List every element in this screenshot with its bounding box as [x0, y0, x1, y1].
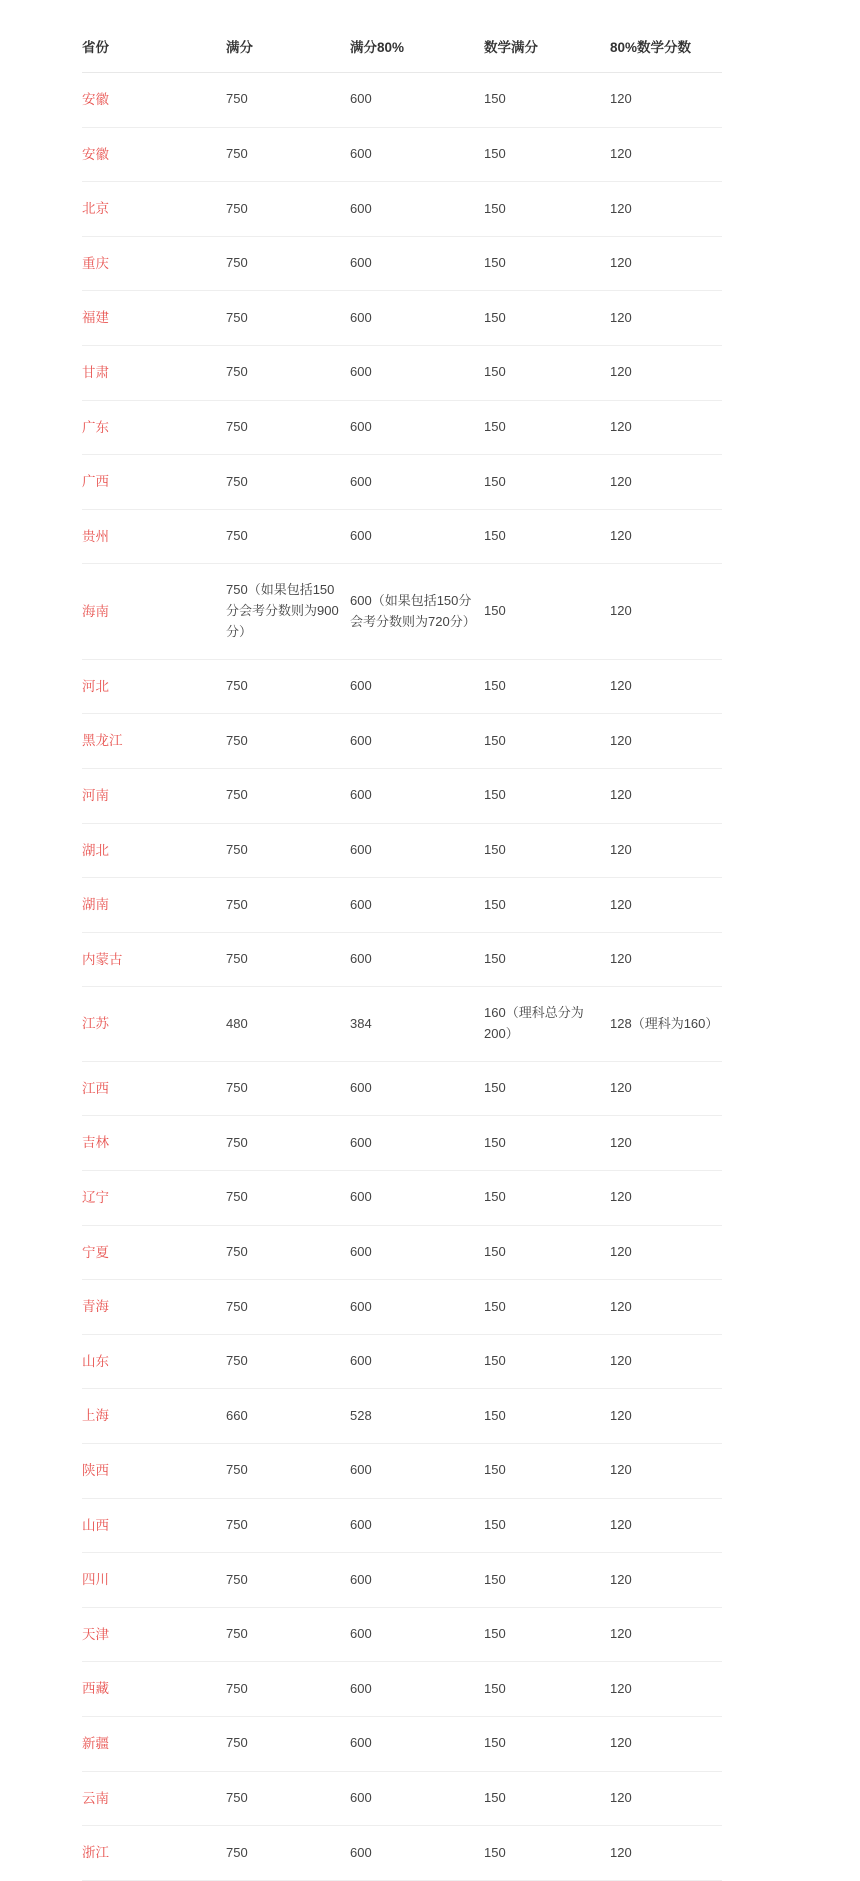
cell-province: 贵州 — [82, 509, 226, 564]
table-row — [82, 823, 722, 878]
cell-math-full: 150 — [484, 1061, 610, 1116]
cell-full-score: 750 — [226, 1662, 350, 1717]
cell-math-full: 150 — [484, 291, 610, 346]
cell-math-80: 120 — [610, 1389, 722, 1444]
cell-full-score: 750 — [226, 127, 350, 182]
cell-math-full: 150 — [484, 1498, 610, 1553]
cell-math-80: 120 — [610, 1061, 722, 1116]
cell-math-full: 150 — [484, 1334, 610, 1389]
cell-province: 福建 — [82, 291, 226, 346]
cell-full-score-80: 600 — [350, 932, 484, 987]
cell-math-full: 150 — [484, 1225, 610, 1280]
cell-math-full: 150 — [484, 182, 610, 237]
cell-province: 陕西 — [82, 1444, 226, 1499]
cell-province: 云南 — [82, 1771, 226, 1826]
table-row — [82, 1280, 722, 1335]
cell-math-full: 150 — [484, 127, 610, 182]
cell-province: 江苏 — [82, 987, 226, 1062]
cell-math-full: 150 — [484, 1444, 610, 1499]
cell-math-full: 150 — [484, 73, 610, 128]
cell-full-score: 660 — [226, 1389, 350, 1444]
cell-province: 甘肃 — [82, 345, 226, 400]
cell-province: 黑龙江 — [82, 714, 226, 769]
cell-full-score-80: 528 — [350, 1389, 484, 1444]
cell-province: 湖南 — [82, 878, 226, 933]
cell-math-full: 150 — [484, 1116, 610, 1171]
table-row — [82, 127, 722, 182]
cell-math-full: 150 — [484, 932, 610, 987]
table-row — [82, 1717, 722, 1772]
cell-full-score: 750 — [226, 1444, 350, 1499]
cell-math-80: 120 — [610, 714, 722, 769]
cell-province: 重庆 — [82, 236, 226, 291]
table-row — [82, 455, 722, 510]
cell-math-full: 150 — [484, 1662, 610, 1717]
cell-full-score-80: 600 — [350, 1553, 484, 1608]
cell-math-full: 150 — [484, 1826, 610, 1881]
cell-full-score: 750 — [226, 659, 350, 714]
cell-full-score-80: 600 — [350, 768, 484, 823]
cell-province: 四川 — [82, 1553, 226, 1608]
cell-province: 广东 — [82, 400, 226, 455]
cell-full-score: 750 — [226, 1280, 350, 1335]
cell-math-80: 120 — [610, 878, 722, 933]
cell-math-80: 120 — [610, 509, 722, 564]
cell-province: 浙江 — [82, 1826, 226, 1881]
cell-math-80: 120 — [610, 73, 722, 128]
cell-math-80: 120 — [610, 400, 722, 455]
table-row — [82, 564, 722, 659]
cell-full-score: 750 — [226, 878, 350, 933]
table-row — [82, 509, 722, 564]
table-row — [82, 1171, 722, 1226]
cell-full-score-80: 600 — [350, 1826, 484, 1881]
cell-full-score-80: 600 — [350, 509, 484, 564]
cell-province: 湖北 — [82, 823, 226, 878]
table-row — [82, 1061, 722, 1116]
cell-province: 宁夏 — [82, 1225, 226, 1280]
cell-math-full: 150 — [484, 236, 610, 291]
cell-province: 北京 — [82, 182, 226, 237]
cell-math-80: 120 — [610, 182, 722, 237]
cell-province: 广西 — [82, 455, 226, 510]
column-header-full-score-80: 满分80% — [350, 22, 484, 73]
cell-full-score: 750 — [226, 345, 350, 400]
cell-full-score-80: 600 — [350, 236, 484, 291]
cell-math-full: 150 — [484, 659, 610, 714]
cell-full-score: 750 — [226, 509, 350, 564]
cell-full-score: 750 — [226, 1771, 350, 1826]
cell-full-score: 750 — [226, 182, 350, 237]
cell-province: 吉林 — [82, 1116, 226, 1171]
cell-math-80: 120 — [610, 1717, 722, 1772]
cell-full-score-80: 600 — [350, 659, 484, 714]
table-row — [82, 878, 722, 933]
cell-full-score: 750 — [226, 1607, 350, 1662]
cell-math-80: 120 — [610, 1771, 722, 1826]
cell-full-score-80: 600 — [350, 455, 484, 510]
cell-full-score-80: 600 — [350, 127, 484, 182]
cell-math-full: 150 — [484, 1607, 610, 1662]
table-row — [82, 987, 722, 1062]
cell-math-80: 120 — [610, 1116, 722, 1171]
cell-math-80: 120 — [610, 455, 722, 510]
cell-province: 安徽 — [82, 73, 226, 128]
cell-full-score: 750 — [226, 1171, 350, 1226]
cell-full-score: 750 — [226, 455, 350, 510]
cell-full-score-80: 600 — [350, 1334, 484, 1389]
cell-full-score-80: 600 — [350, 878, 484, 933]
table-row — [82, 1826, 722, 1881]
cell-province: 上海 — [82, 1389, 226, 1444]
cell-full-score-80: 600 — [350, 1771, 484, 1826]
cell-full-score-80: 600 — [350, 182, 484, 237]
cell-full-score: 750 — [226, 823, 350, 878]
cell-full-score: 750 — [226, 768, 350, 823]
cell-province: 青海 — [82, 1280, 226, 1335]
cell-math-full: 150 — [484, 1771, 610, 1826]
cell-full-score-80: 600 — [350, 1171, 484, 1226]
cell-math-80: 120 — [610, 1334, 722, 1389]
table-row — [82, 1607, 722, 1662]
cell-province: 河北 — [82, 659, 226, 714]
cell-province: 海南 — [82, 564, 226, 659]
cell-full-score-80: 600 — [350, 1498, 484, 1553]
cell-full-score: 750 — [226, 1553, 350, 1608]
cell-full-score-80: 600 — [350, 345, 484, 400]
cell-math-80: 120 — [610, 823, 722, 878]
cell-math-full: 150 — [484, 768, 610, 823]
table-row — [82, 1389, 722, 1444]
cell-math-full: 150 — [484, 714, 610, 769]
table-row — [82, 345, 722, 400]
cell-province: 山西 — [82, 1498, 226, 1553]
cell-province: 山东 — [82, 1334, 226, 1389]
cell-math-80: 120 — [610, 564, 722, 659]
cell-math-80: 120 — [610, 1607, 722, 1662]
cell-math-full: 150 — [484, 1389, 610, 1444]
cell-math-80: 120 — [610, 1280, 722, 1335]
cell-full-score-80: 600 — [350, 1061, 484, 1116]
cell-math-80: 120 — [610, 291, 722, 346]
table-row — [82, 1662, 722, 1717]
cell-full-score-80: 600 — [350, 714, 484, 769]
cell-math-80: 120 — [610, 236, 722, 291]
cell-math-80: 120 — [610, 1225, 722, 1280]
cell-math-full: 150 — [484, 1171, 610, 1226]
table-row — [82, 73, 722, 128]
cell-full-score-80: 600 — [350, 400, 484, 455]
cell-math-full: 150 — [484, 1553, 610, 1608]
cell-full-score-80: 600 — [350, 1280, 484, 1335]
table-row — [82, 1116, 722, 1171]
table-row — [82, 291, 722, 346]
column-header-province: 省份 — [82, 22, 226, 73]
table-header-row — [82, 22, 722, 73]
table-header — [82, 22, 722, 73]
cell-full-score: 750 — [226, 1061, 350, 1116]
cell-full-score: 750 — [226, 1826, 350, 1881]
cell-math-80: 120 — [610, 1826, 722, 1881]
province-score-table — [82, 22, 722, 1881]
cell-full-score: 750 — [226, 291, 350, 346]
cell-full-score-80: 600 — [350, 1116, 484, 1171]
table-row — [82, 182, 722, 237]
cell-full-score: 750 — [226, 73, 350, 128]
cell-full-score-80: 600 — [350, 1662, 484, 1717]
table-row — [82, 1553, 722, 1608]
cell-province: 新疆 — [82, 1717, 226, 1772]
cell-full-score: 750 — [226, 1334, 350, 1389]
cell-full-score: 750 — [226, 714, 350, 769]
table-row — [82, 1444, 722, 1499]
cell-full-score-80: 384 — [350, 987, 484, 1062]
table-row — [82, 400, 722, 455]
cell-math-full: 150 — [484, 878, 610, 933]
column-header-full-score: 满分 — [226, 22, 350, 73]
table-row — [82, 1225, 722, 1280]
cell-full-score-80: 600（如果包括150分会考分数则为720分） — [350, 564, 484, 659]
table-row — [82, 1334, 722, 1389]
cell-math-full: 150 — [484, 1717, 610, 1772]
cell-math-80: 120 — [610, 659, 722, 714]
cell-math-full: 150 — [484, 564, 610, 659]
cell-full-score: 750 — [226, 1225, 350, 1280]
cell-math-80: 120 — [610, 1498, 722, 1553]
table-row — [82, 768, 722, 823]
cell-full-score: 750（如果包括150分会考分数则为900分） — [226, 564, 350, 659]
cell-math-full: 150 — [484, 400, 610, 455]
cell-province: 辽宁 — [82, 1171, 226, 1226]
cell-math-80: 120 — [610, 1444, 722, 1499]
cell-full-score-80: 600 — [350, 1717, 484, 1772]
cell-full-score: 750 — [226, 236, 350, 291]
cell-full-score-80: 600 — [350, 1444, 484, 1499]
cell-math-80: 120 — [610, 1662, 722, 1717]
cell-math-full: 150 — [484, 823, 610, 878]
cell-math-80: 120 — [610, 1553, 722, 1608]
cell-province: 天津 — [82, 1607, 226, 1662]
cell-math-80: 120 — [610, 345, 722, 400]
cell-full-score: 750 — [226, 1717, 350, 1772]
column-header-math-full: 数学满分 — [484, 22, 610, 73]
cell-full-score-80: 600 — [350, 73, 484, 128]
table-row — [82, 714, 722, 769]
cell-province: 西藏 — [82, 1662, 226, 1717]
cell-province: 河南 — [82, 768, 226, 823]
cell-math-80: 120 — [610, 768, 722, 823]
cell-full-score: 750 — [226, 1498, 350, 1553]
cell-full-score: 750 — [226, 1116, 350, 1171]
cell-math-full: 150 — [484, 1280, 610, 1335]
cell-full-score-80: 600 — [350, 1607, 484, 1662]
table-body — [82, 73, 722, 1881]
cell-math-full: 160（理科总分为200） — [484, 987, 610, 1062]
table-row — [82, 1771, 722, 1826]
cell-math-80: 128（理科为160） — [610, 987, 722, 1062]
cell-province: 内蒙古 — [82, 932, 226, 987]
cell-full-score-80: 600 — [350, 291, 484, 346]
cell-math-80: 120 — [610, 127, 722, 182]
cell-province: 安徽 — [82, 127, 226, 182]
table-row — [82, 1498, 722, 1553]
table-row — [82, 932, 722, 987]
cell-full-score: 750 — [226, 932, 350, 987]
table-row — [82, 659, 722, 714]
cell-math-full: 150 — [484, 345, 610, 400]
cell-math-full: 150 — [484, 509, 610, 564]
cell-full-score-80: 600 — [350, 823, 484, 878]
cell-full-score: 750 — [226, 400, 350, 455]
cell-full-score-80: 600 — [350, 1225, 484, 1280]
cell-math-80: 120 — [610, 932, 722, 987]
cell-full-score: 480 — [226, 987, 350, 1062]
cell-math-full: 150 — [484, 455, 610, 510]
column-header-math-80: 80%数学分数 — [610, 22, 722, 73]
cell-province: 江西 — [82, 1061, 226, 1116]
cell-math-80: 120 — [610, 1171, 722, 1226]
table-row — [82, 236, 722, 291]
